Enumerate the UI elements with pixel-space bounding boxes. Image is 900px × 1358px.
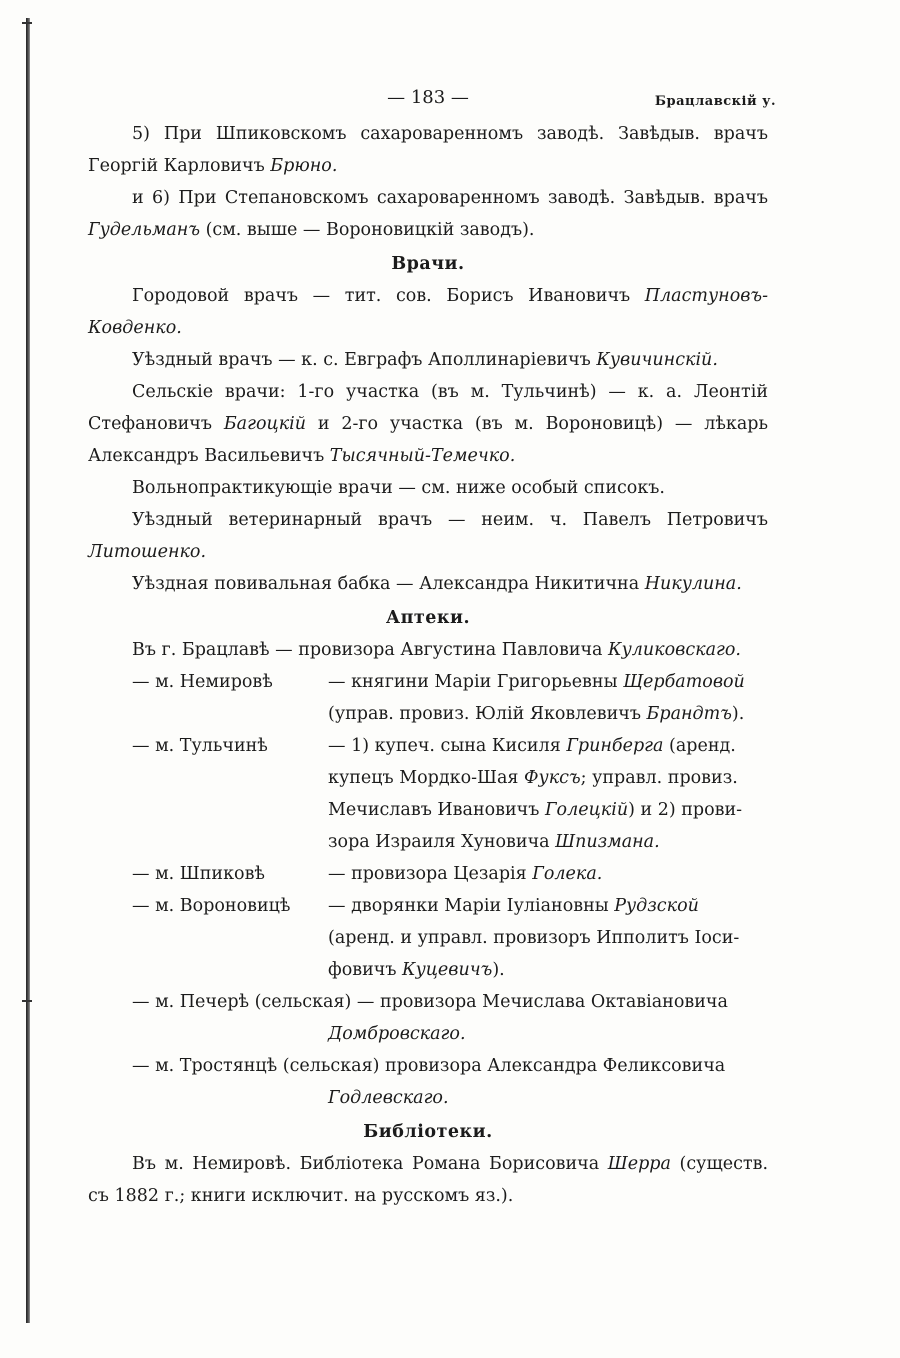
- person-name: Брандтъ: [646, 704, 732, 724]
- person-name: Рудзской: [614, 896, 699, 916]
- binding-mark: [22, 22, 32, 24]
- person-name: Брюно.: [270, 156, 338, 176]
- page-number: — 183 —: [387, 87, 469, 108]
- doctor-entry: Вольнопрактикующіе врачи — см. ниже особый списокъ.: [132, 478, 665, 498]
- factory-entry: 5) При Шпиковскомъ сахароваренномъ заводѣ. Завѣдыв. врачъ Георгій Карловичъ Брюно.: [88, 124, 768, 176]
- pharmacy-entry: — м. Тростянцѣ (сельская) провизора Александра Феликсовича Годлевскаго.: [132, 1056, 726, 1108]
- factory-entry: и 6) При Степановскомъ сахароваренномъ заводѣ. Завѣдыв. врачъ Гудельманъ (см. выше — Вороновицкій заводъ).: [88, 188, 768, 240]
- person-name: Гудельманъ: [88, 220, 200, 240]
- person-name: Кувичинскій.: [596, 350, 718, 370]
- person-name: Щербатовой: [623, 672, 745, 692]
- pharmacy-entry: — м. Шпиковѣ — провизора Цезарія Голека.: [132, 864, 603, 884]
- person-name: Куликовскаго.: [608, 640, 741, 660]
- person-name: Годлевскаго.: [328, 1088, 449, 1108]
- person-name: Багоцкій: [223, 414, 307, 434]
- section-heading-pharmacies: Аптеки.: [385, 608, 471, 628]
- person-name: Фуксъ: [524, 768, 581, 788]
- doctor-entry: Сельскіе врачи: 1-го участка (въ м. Тульчинѣ) — к. а. Леонтій Стефановичъ Багоцкій и 2-го участка (въ м. Вороновицѣ) — лѣкарь Александръ Васильевичъ Тысячный-Темечко.: [88, 382, 768, 466]
- pharmacy-entry: — м. Вороновицѣ — дворянки Маріи Іуліановны Рудзской (аренд. и управл. провизоръ Ипполитъ Іоси- фовичъ Куцевичъ).: [132, 896, 740, 980]
- person-name: Голецкій: [544, 800, 629, 820]
- person-name: Пластуновъ-Ковденко.: [88, 286, 768, 338]
- pharmacy-entry: — м. Немировѣ — княгини Маріи Григорьевны Щербатовой (управ. провиз. Юлій Яковлевичъ Брандтъ).: [132, 672, 745, 724]
- page-header: [88, 82, 776, 118]
- running-head: Брацлавскій у.: [654, 94, 776, 109]
- pharmacy-entry: Въ г. Брацлавѣ — провизора Августина Павловича Куликовскаго.: [132, 640, 741, 660]
- book-binding-edge: [26, 18, 30, 1323]
- document-page: [88, 82, 776, 1212]
- library-entry: Въ м. Немировѣ. Библіотека Романа Борисовича Шерра (существ. съ 1882 г.; книги исключит. на русскомъ яз.).: [88, 1154, 769, 1206]
- person-name: Тысячный-Темечко.: [329, 446, 516, 466]
- section-heading-doctors: Врачи.: [391, 254, 465, 274]
- person-name: Куцевичъ: [402, 960, 493, 980]
- person-name: Шерра: [607, 1154, 671, 1174]
- pharmacy-entry: — м. Печерѣ (сельская) — провизора Мечислава Октавіановича Домбровскаго.: [132, 992, 728, 1044]
- doctor-entry: Уѣздная повивальная бабка — Александра Никитична Никулина.: [132, 574, 742, 594]
- person-name: Никулина.: [644, 574, 742, 594]
- doctor-entry: Уѣздный ветеринарный врачъ — неим. ч. Павелъ Петровичъ Литошенко.: [88, 510, 768, 562]
- person-name: Литошенко.: [88, 542, 207, 562]
- doctor-entry: Городовой врачъ — тит. сов. Борисъ Ивановичъ Пластуновъ-Ковденко.: [88, 286, 768, 338]
- person-name: Домбровскаго.: [328, 1024, 466, 1044]
- doctor-entry: Уѣздный врачъ — к. с. Евграфъ Аполлинаріевичъ Кувичинскій.: [132, 350, 718, 370]
- binding-mark: [22, 1000, 32, 1002]
- pharmacy-entry: — м. Тульчинѣ — 1) купеч. сына Кисиля Гринберга (аренд. купецъ Мордко-Шая Фуксъ; управл. провиз. Мечиславъ Ивановичъ Голецкій) и 2) прови- зора Израиля Хуновича Шпизмана.: [132, 736, 743, 852]
- person-name: Гринберга: [566, 736, 664, 756]
- section-heading-libraries: Библіотеки.: [363, 1122, 493, 1142]
- person-name: Шпизмана.: [555, 832, 660, 852]
- person-name: Голека.: [532, 864, 603, 884]
